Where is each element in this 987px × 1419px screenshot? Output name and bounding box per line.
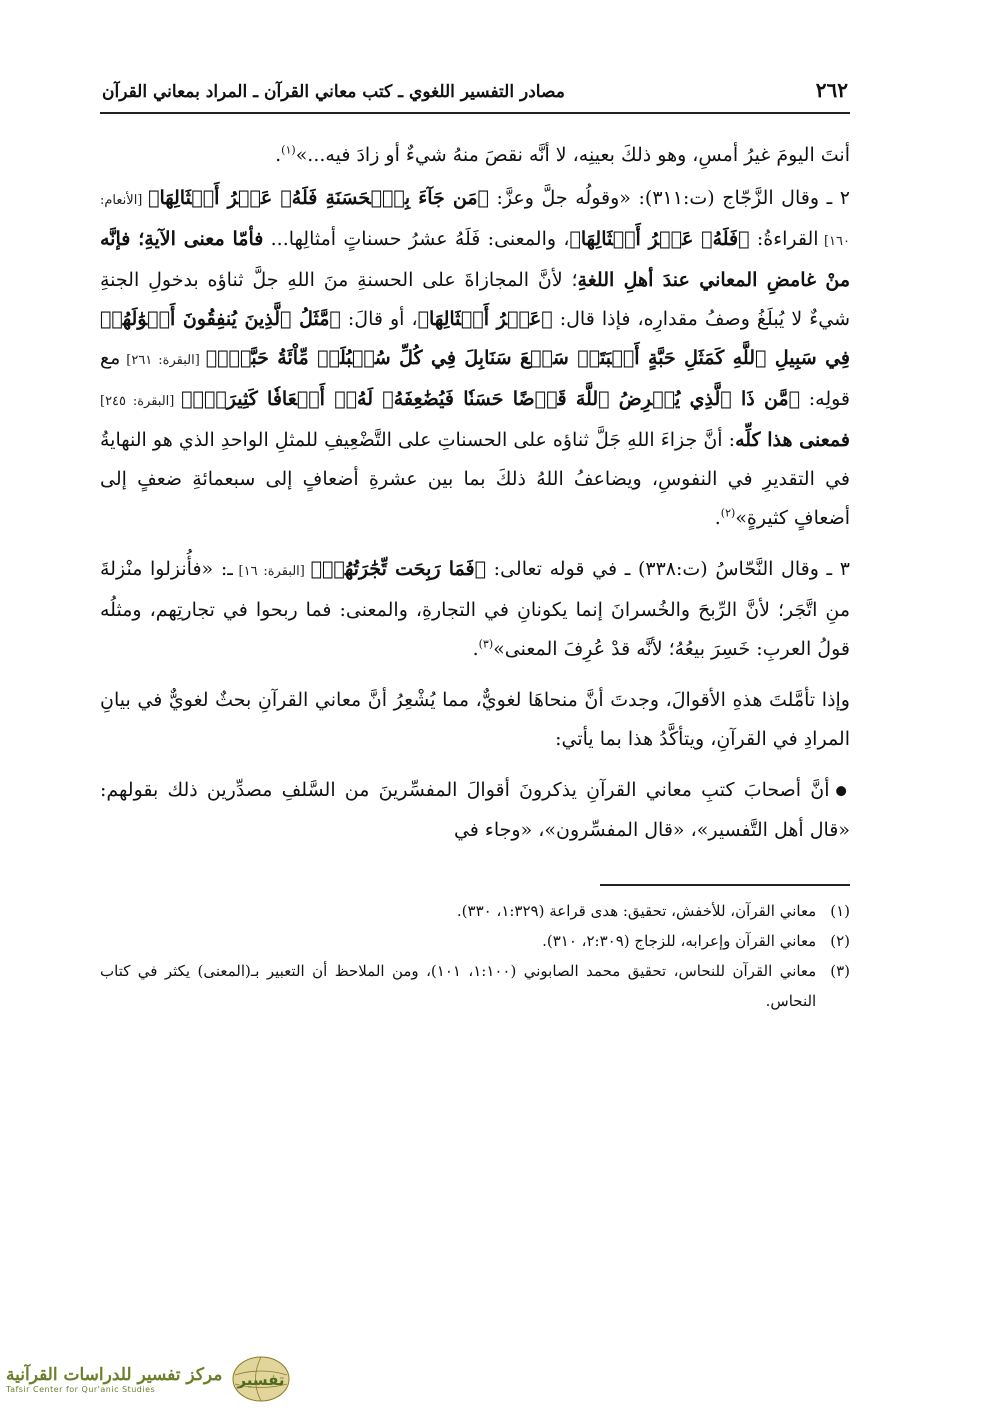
footnote-number: (٣) (830, 961, 850, 980)
logo-arabic-name: مركز تفسير للدراسات القرآنية (6, 1364, 223, 1385)
verse-reference: [البقرة: ٢٦١] (120, 353, 206, 368)
footnote-ref-2[interactable]: (٢) (720, 506, 736, 520)
text-segment: ، والمعنى: فَلَهُ عشرُ حسناتٍ أمثالِها... (263, 228, 570, 250)
paragraph-4: وإذا تأمَّلتَ هذهِ الأقوالَ، وجدتَ أنَّ منحاهَا لغويٌّ، مما يُشْعِرُ أنَّ معاني القرآنِ بحثٌ لغويٌّ في بيانِ المرادِ في القرآنِ، ويتأكَّدُ هذا بما يأتي: (100, 689, 850, 750)
zajjaj-intro: ٢ ـ وقال الزَّجّاج (ت:٣١١): «وقولُه جلَّ وعزَّ: (488, 187, 850, 209)
bold-phrase: فمعنى هذا كلِّه (735, 429, 850, 451)
footnote-number: (١) (830, 901, 850, 920)
footnote-ref-1[interactable]: (١) (281, 143, 296, 157)
running-title: مصادر التفسير اللغوي ـ كتب معاني القرآن ـ المراد بمعاني القرآن (102, 82, 565, 102)
page-number: ٢٦٢ (815, 78, 848, 102)
nahhas-intro: ٣ ـ وقال النَّحّاسُ (ت:٣٣٨) ـ في قوله تعالى: (486, 558, 850, 580)
footnote-number: (٢) (830, 931, 850, 950)
tafsir-center-logo (6, 1352, 296, 1406)
logo-english-name: Tafsir Center for Qur'anic Studies (6, 1384, 156, 1394)
quran-verse: ﴿فَمَا رَبِحَت تِّجَٰرَتُهُمۡ﴾ (310, 558, 487, 580)
footnotes (100, 896, 850, 1016)
paragraph-2 (100, 179, 850, 538)
paragraph-2-end: . (714, 507, 721, 529)
footnote-2 (100, 926, 850, 956)
paragraph-3 (100, 550, 850, 669)
footnote-divider (600, 884, 850, 886)
paragraph-1 (100, 136, 850, 175)
paragraph-5 (100, 771, 850, 850)
globe-logo-icon (230, 1353, 292, 1405)
quran-verse: ﴿مَّن ذَا ٱلَّذِي يُقۡرِضُ ٱللَّهَ قَرۡضًا حَسَنٗا فَيُضَٰعِفَهُۥ لَهُۥٓ أَضۡعَافٗا كَثِيرَةٗۚ﴾ (181, 388, 801, 410)
quran-verse: ﴿فَلَهُۥ عَشۡرُ أَمۡثَالِهَا﴾ (569, 228, 750, 250)
footnote-1 (100, 896, 850, 926)
book-page (100, 78, 850, 1016)
paragraph-3-end: . (472, 638, 479, 660)
text-segment: القراءةُ: (749, 228, 819, 250)
text-segment: مع قولِه: (100, 347, 850, 410)
page-header (100, 78, 850, 114)
paragraph-1-end: . (275, 144, 282, 166)
verse-reference: [البقرة: ٢٤٥] (100, 394, 182, 409)
logo-names (6, 1365, 222, 1394)
logo-mark-text: تفسير (237, 1371, 285, 1389)
quran-verse: ﴿مَّثَلُ ٱلَّذِينَ يُنفِقُونَ أَمۡوَٰلَهُمۡ فِي سَبِيلِ ٱللَّهِ كَمَثَلِ حَبَّةٍ أَنۢبَتَتۡ سَبۡعَ سَنَابِلَ فِي كُلِّ سُنۢبُلَةٖ مِّاْئَةُ حَبَّةٖۗ﴾ (100, 308, 850, 369)
quran-verse: ﴿عَشۡرُ أَمۡثَالِهَا﴾ (417, 308, 553, 330)
paragraph-5-text: أنَّ أصحابَ كتبِ معاني القرآنِ يذكرونَ أقوالَ المفسِّرينَ من السَّلفِ مصدِّرين ذلك بقولهم: «قال أهل التَّفسير»، «قال المفسِّرون»، «وجاء في (100, 779, 850, 841)
text-segment: : أنَّ جزاءَ اللهِ جَلَّ ثناؤه على الحسناتِ على التَّضْعِيفِ للمثلِ الواحدِ الذي هو النهايةُ في التقديرِ في النفوسِ، ويضاعفُ اللهُ ذلكَ بما بين عشرةِ أضعافٍ إلى سبعمائةِ ضعفٍ إلى أضعافٍ كثيرةٍ» (100, 429, 850, 529)
text-segment: ، أو قالَ: (340, 308, 418, 330)
footnote-text: معاني القرآن، للأخفش، تحقيق: هدى قراعة (١:٣٢٩، ٣٣٠). (456, 901, 817, 920)
paragraph-1-text: أنتَ اليومَ غيرُ أمسِ، وهو ذلكَ بعينِه، لا أنَّه نقصَ منهُ شيءٌ أو زادَ فيه...» (295, 144, 850, 166)
main-text (100, 136, 850, 850)
text-segment: ؛ لأنَّ المجازاةَ على الحسنةِ منَ اللهِ جلَّ ثناؤه بدخولِ الجنةِ شيءٌ لا يُبلَغُ وصفُ مقدارِه، فإذا قال: (100, 269, 850, 330)
verse-reference: [الأنعام: ١٦٠] (100, 193, 850, 249)
footnote-text: معاني القرآن وإعرابه، للزجاج (٢:٣٠٩، ٣١٠). (542, 931, 817, 950)
footnote-text: معاني القرآن للنحاس، تحقيق محمد الصابوني (١:١٠٠، ١٠١)، ومن الملاحظ أن التعبير بـ(المعنى) يكثر في كتاب النحاس. (100, 961, 817, 1010)
bullet-icon: ● (835, 783, 851, 799)
quran-verse: ﴿مَن جَآءَ بِٱلۡحَسَنَةِ فَلَهُۥ عَشۡرُ أَمۡثَالِهَا﴾ (148, 187, 489, 209)
verse-reference: [البقرة: ١٦] (232, 564, 311, 579)
text-segment: ـ: «فأُنزلوا منْزلةَ منِ اتَّجَر؛ لأنَّ الرِّبحَ والخُسرانَ إنما يكونانِ في التجارةِ، والمعنى: فما ربحوا في تجارتِهم، ومثلُه قولُ العربِ: خَسِرَ بيعُهُ؛ لأنَّه قدْ عُرِفَ المعنى» (100, 558, 850, 660)
bold-phrase: فأمّا معنى الآيةِ؛ فإنَّه منْ غامضِ المعاني عندَ أهلِ اللغةِ (100, 228, 851, 291)
footnote-3 (100, 956, 850, 1016)
footnote-ref-3[interactable]: (٣) (478, 637, 494, 651)
